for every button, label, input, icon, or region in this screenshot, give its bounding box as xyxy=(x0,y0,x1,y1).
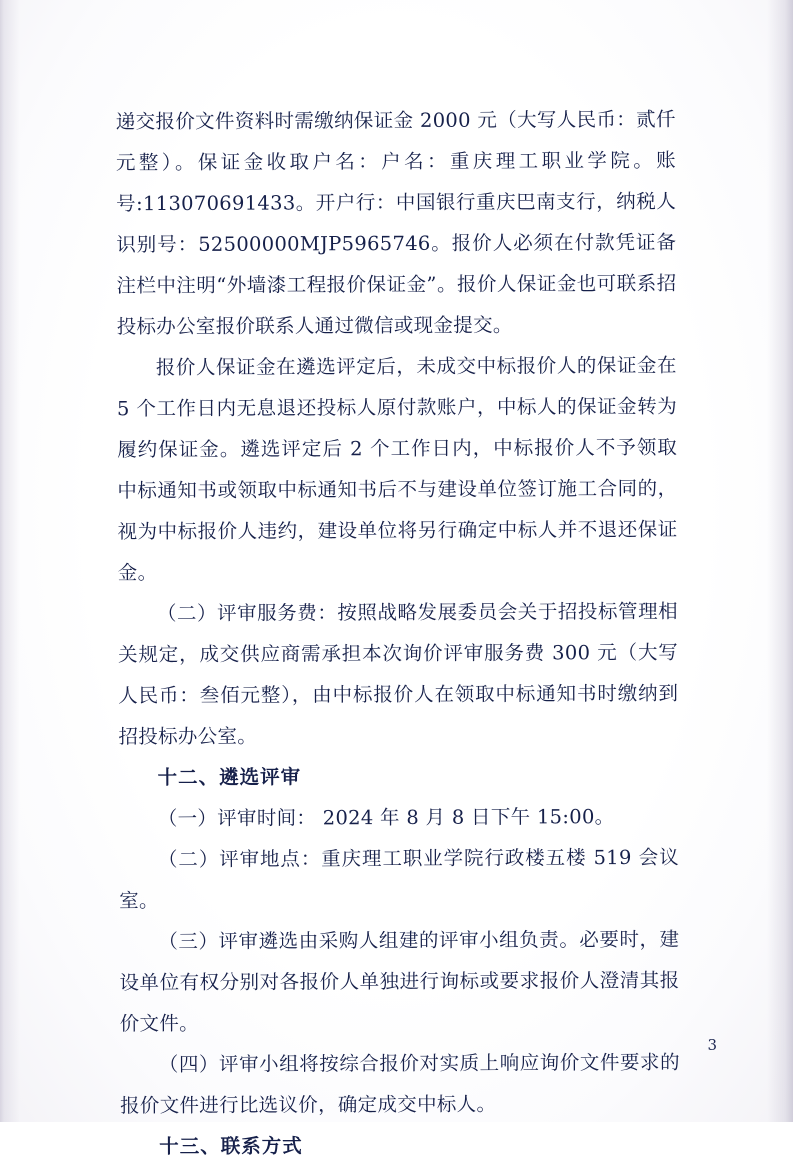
paragraph-review-service-fee: （二）评审服务费：按照战略发展委员会关于招投标管理相关规定，成交供应商需承担本次询价评审服务费 300 元（大写人民币：叁佰元整），由中标报价人在领取中标通知书时缴纳到招投标办公室。 xyxy=(118,599,679,749)
document-text-body xyxy=(116,99,681,1167)
page-number: 3 xyxy=(707,1036,717,1054)
paragraph-review-place: （二）评审地点：重庆理工职业学院行政楼五楼 519 会议室。 xyxy=(119,845,680,913)
heading-section-twelve: 十二、遴选评审 xyxy=(157,765,302,790)
paragraph-deposit-refund: 报价人保证金在遴选评定后，未成交中标报价人的保证金在 5 个工作日内无息退还投标人原付款账户，中标人的保证金转为履约保证金。遴选评定后 2 个工作日内，中标报价人不予领取中标通知书或领取中标通知书后不与建设单位签订施工合同的，视为中标报价人违约，建设单位将另行确定中标人并不退还保证金。 xyxy=(116,353,678,585)
paragraph-review-time: （一）评审时间： 2024 年 8 月 8 日下午 15:00。 xyxy=(157,805,615,831)
paragraph-deposit-payment: 递交报价文件资料时需缴纳保证金 2000 元（大写人民币：贰仟元整）。保证金收取户名：户名：重庆理工职业学院。账号:113070691433。开户行：中国银行重庆巴南支行，纳税人识别号：52500000MJP5965746。报价人必须在付款凭证备注栏中注明“外墙漆工程报价保证金”。报价人保证金也可联系招投标办公室报价联系人通过微信或现金提交。 xyxy=(115,107,677,339)
paragraph-review-method: （四）评审小组将按综合报价对实质上响应询价文件要求的报价文件进行比选议价，确定成交中标人。 xyxy=(120,1050,680,1118)
paragraph-review-committee: （三）评审遴选由采购人组建的评审小组负责。必要时，建设单位有权分别对各报价人单独进行询标或要求报价人澄清其报价文件。 xyxy=(119,927,680,1036)
heading-section-thirteen: 十三、联系方式 xyxy=(159,1134,303,1159)
